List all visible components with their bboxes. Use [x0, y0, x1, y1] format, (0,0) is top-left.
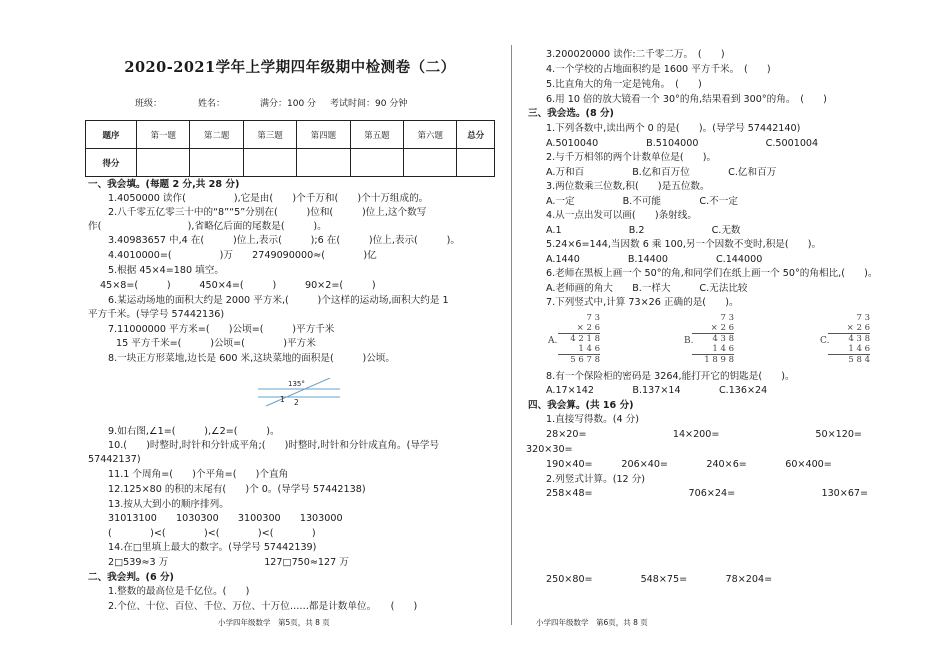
question-line: 2.列竖式计算。(12 分): [546, 474, 646, 485]
question-line: 1.直接写得数。(4 分): [546, 414, 639, 425]
score-input-cell[interactable]: [137, 149, 190, 177]
question-line: 2□539≈3 万 127□750≈127 万: [108, 557, 349, 568]
score-input-cell[interactable]: [457, 149, 495, 177]
calc-option-b: [692, 313, 734, 365]
score-input-cell[interactable]: [243, 149, 296, 177]
question-line: 6.某运动场地的面积大约是 2000 平方米,( )个这样的运动场,面积大约是 1: [108, 295, 449, 306]
score-header-cell: 题序: [86, 121, 137, 149]
question-line: 320×30=: [526, 444, 573, 455]
question-line: 6.老师在黑板上画一个 50°的角,和同学们在纸上画一个 50°的角相比,( )。: [546, 268, 878, 279]
question-line: 5.24×6=144,当因数 6 乘 100,另一个因数不变时,积是( )。: [546, 239, 822, 250]
footer-page-right: 小学四年级数学 第6页，共 8 页: [536, 618, 648, 627]
score-header-cell: 第二题: [190, 121, 243, 149]
calc-partial-2: 1 4 6: [848, 344, 870, 354]
calc-result: 5 8 4: [848, 355, 870, 365]
exam-title: 2020-2021学年上学期四年级期中检测卷（二）: [124, 59, 456, 76]
question-line: 2.与千万相邻的两个计数单位是( )。: [546, 152, 717, 163]
question-line: 258×48= 706×24= 130×67=: [546, 488, 869, 499]
score-input-cell[interactable]: [404, 149, 457, 177]
angle-1-label: 1: [280, 395, 285, 404]
calc-multiplicand: 7 3: [720, 313, 734, 323]
calc-partial-2: 1 4 6: [578, 344, 600, 354]
question-line: 7.下列竖式中,计算 73×26 正确的是( )。: [546, 297, 739, 308]
calc-multiplicand: 7 3: [586, 313, 600, 323]
question-line: A.一定 B.不可能 C.不一定: [546, 196, 738, 207]
question-line: 4.4010000=( )万 2749090000≈( )亿: [108, 250, 377, 261]
footer-page-left: 小学四年级数学 第5页，共 8 页: [218, 618, 330, 627]
question-line: 5.比直角大的角一定是钝角。 ( ): [546, 79, 702, 90]
question-line: 250×80= 548×75= 78×204=: [546, 574, 773, 585]
score-table: [85, 120, 495, 177]
question-line: 3.200020000 读作:二千零二万。 ( ): [546, 49, 725, 60]
calc-option-c: [828, 313, 870, 365]
score-input-cell[interactable]: [190, 149, 243, 177]
calc-multiplier: × 2 6: [846, 323, 870, 333]
page-divider: [511, 45, 512, 625]
question-line: 15 平方千米=( )公顷=( )平方米: [116, 338, 316, 349]
score-header-cell: 总分: [457, 121, 495, 149]
calc-multiplier: × 2 6: [710, 323, 734, 333]
question-line: 5.根据 45×4=180 填空。: [108, 265, 224, 276]
question-line: 2.八千零五亿零三十中的“8”“5”分别在( )位和( )位上,这个数写: [108, 207, 427, 218]
score-input-cell[interactable]: [350, 149, 403, 177]
calc-option-label: C.: [820, 336, 830, 346]
question-line: 8.有一个保险柜的密码是 3264,能打开它的钥匙是( )。: [546, 371, 795, 382]
class-label: 班级：: [135, 99, 163, 109]
exam-time-label: 考试时间：90 分钟: [330, 99, 408, 109]
calc-result: 5 6 7 8: [570, 355, 600, 365]
score-table-score-row: [86, 149, 495, 177]
score-header-cell: 第三题: [243, 121, 296, 149]
score-header-cell: 第四题: [297, 121, 350, 149]
question-line: 作( ),省略亿后面的尾数是( )。: [88, 221, 327, 232]
question-line: 57442137): [88, 454, 141, 465]
calc-option-label: B.: [684, 336, 694, 346]
question-line: ( )<( )<( )<( ): [108, 528, 316, 539]
question-line: 10.( )时整时,时针和分针成平角;( )时整时,时针和分针成直角。(导学号: [108, 440, 440, 451]
question-line: 3.两位数乘三位数,积( )是五位数。: [546, 181, 710, 192]
question-line: 190×40= 206×40= 240×6= 60×400=: [546, 459, 832, 470]
question-line: 45×8=( ) 450×4=( ) 90×2=( ): [100, 280, 376, 291]
calc-partial-1: 4 3 8: [848, 334, 870, 344]
calc-multiplier: × 2 6: [576, 323, 600, 333]
calc-partial-2: 1 4 6: [712, 344, 734, 354]
question-line: 6.用 10 倍的放大镜看一个 30°的角,结果看到 300°的角。 ( ): [546, 94, 827, 105]
question-line: 8.一块正方形菜地,边长是 600 米,这块菜地的面积是( )公顷。: [108, 353, 395, 364]
question-line: A.万和百 B.亿和百万位 C.亿和百万: [546, 167, 777, 178]
question-line: 1.4050000 读作( ),它是由( )个千万和( )个十万组成的。: [108, 193, 429, 204]
question-line: A.老师画的角大 B.一样大 C.无法比较: [546, 283, 748, 294]
question-line: 14.在□里填上最大的数字。(导学号 57442139): [108, 542, 317, 553]
calc-partial-1: 4 3 8: [712, 334, 734, 344]
calc-option-a: [558, 313, 600, 365]
question-line: 4.一个学校的占地面积约是 1600 平方千米。 ( ): [546, 64, 771, 75]
calc-option-label: A.: [548, 336, 558, 346]
question-line: 28×20= 14×200= 50×120=: [546, 429, 862, 440]
question-line: A.1440 B.14400 C.144000: [546, 254, 763, 265]
question-line: 2.个位、十位、百位、千位、万位、十万位……都是计数单位。 ( ): [108, 601, 418, 612]
question-line: 7.11000000 平方米=( )公顷=( )平方千米: [108, 324, 335, 335]
question-line: 1.下列各数中,读出两个 0 的是( )。(导学号 57442140): [546, 123, 801, 134]
section-heading: 三、我会选。(8 分): [528, 108, 614, 119]
score-row-label: 得分: [86, 149, 137, 177]
angle-2-label: 2: [294, 398, 299, 407]
name-label: 姓名：: [198, 99, 226, 109]
calc-result: 1 8 9 8: [704, 355, 734, 365]
angle-figure: [258, 378, 348, 408]
question-line: 平方千米。(导学号 57442136): [88, 309, 225, 320]
score-header-cell: 第六题: [404, 121, 457, 149]
section-heading: 一、我会填。(每题 2 分,共 28 分): [88, 179, 240, 190]
angle-135-label: 135°: [288, 380, 305, 388]
calc-partial-1: 4 2 1 8: [570, 334, 600, 344]
question-line: 13.按从大到小的顺序排列。: [108, 499, 229, 510]
full-score-label: 满分：100 分: [260, 99, 317, 109]
question-line: 3.40983657 中,4 在( )位上,表示( );6 在( )位上,表示( )。: [108, 235, 460, 246]
score-header-cell: 第五题: [350, 121, 403, 149]
question-line: A.17×142 B.137×14 C.136×24: [546, 385, 768, 396]
question-line: 9.如右图,∠1=( ),∠2=( )。: [108, 426, 280, 437]
question-line: 12.125×80 的积的末尾有( )个 0。(导学号 57442138): [108, 484, 366, 495]
score-input-cell[interactable]: [297, 149, 350, 177]
section-heading: 四、我会算。(共 16 分): [528, 400, 634, 411]
question-line: A.1 B.2 C.无数: [546, 225, 741, 236]
score-table-header-row: [86, 121, 495, 149]
calc-multiplicand: 7 3: [856, 313, 870, 323]
question-line: 11.1 个周角=( )个平角=( )个直角: [108, 469, 289, 480]
question-line: 4.从一点出发可以画( )条射线。: [546, 210, 697, 221]
question-line: A.5010040 B.5104000 C.5001004: [546, 138, 819, 149]
question-line: 31013100 1030300 3100300 1303000: [108, 513, 343, 524]
score-header-cell: 第一题: [137, 121, 190, 149]
question-line: 1.整数的最高位是千亿位。( ): [108, 586, 250, 597]
section-heading: 二、我会判。(6 分): [88, 572, 174, 583]
